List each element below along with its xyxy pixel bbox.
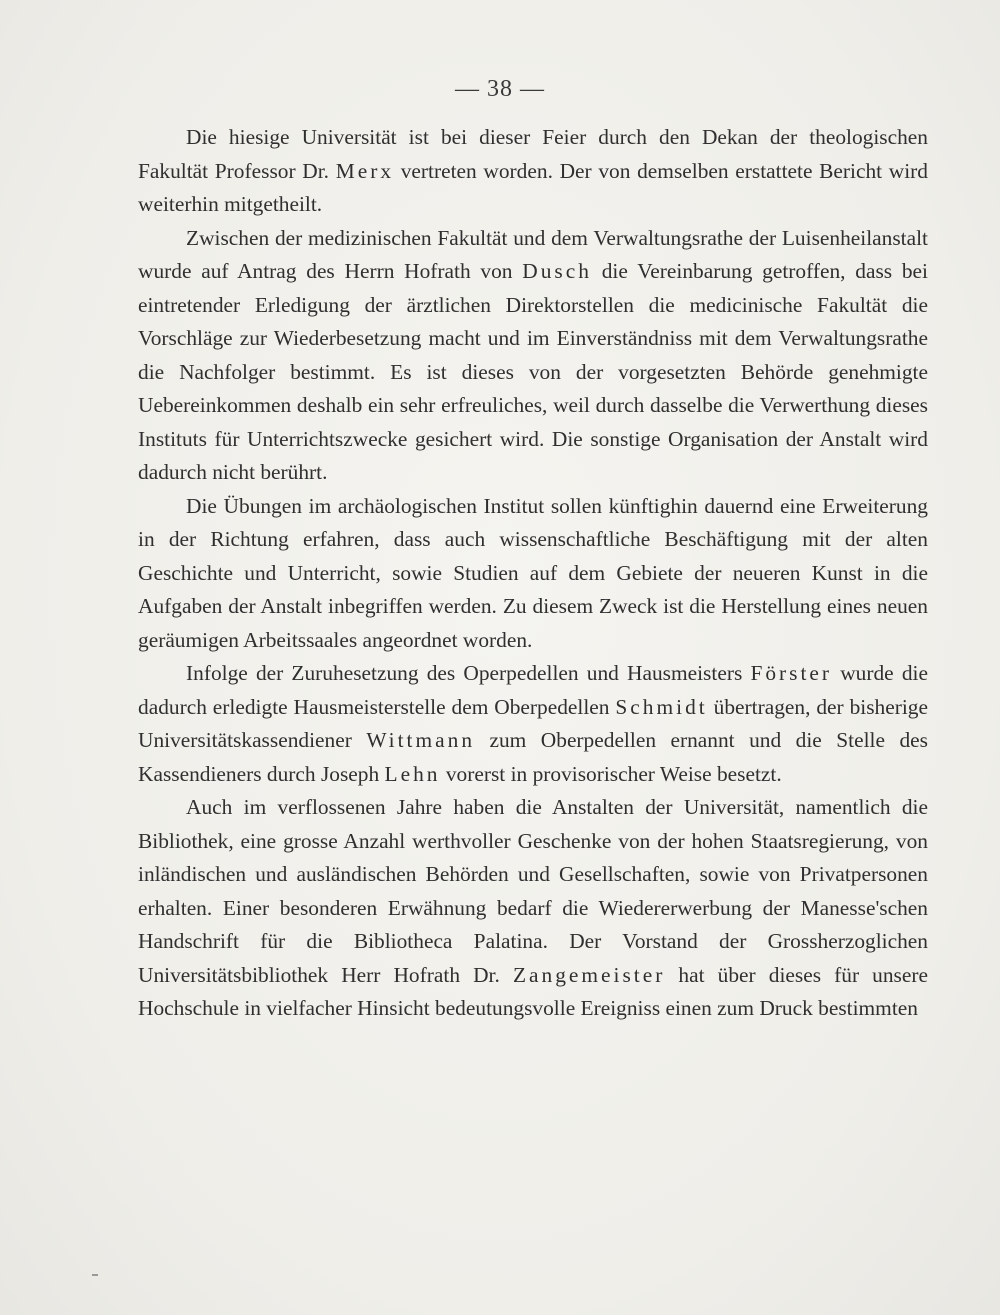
spaced-name: Wittmann [366,728,476,752]
text-run: vorerst in provisorischer Weise besetzt. [440,761,782,786]
spaced-name: Lehn [384,761,441,786]
spaced-name: Merx [335,158,395,183]
text-run: wurde die dadurch erledigte Hausmeisterstelle dem Oberpedellen [138,661,928,719]
paragraph-3 [138,490,928,658]
spaced-name: Zangemeister [512,962,666,987]
spaced-name: Schmidt [615,694,708,719]
spaced-name: Dusch [522,259,592,283]
text-run: Die Übungen im archäologischen Institut sollen künftighin dauernd eine Erweiterung in der Richtung erfahren, dass auch wissenschaftliche Beschäftigung mit der alten Geschichte und Unterricht, sowie Studien auf dem Gebiete der neueren Kunst in die Aufgaben der Anstalt inbegriffen werden. Zu diesem Zweck ist die Herstellung eines neuen geräumigen Arbeitssaales angeordnet worden. [138,493,928,652]
text-run: zum Oberpedellen ernannt und die Stelle des Kassendieners durch Joseph [138,728,928,786]
text-run: Auch im verflossenen Jahre haben die Anstalten der Universität, namentlich die Bibliothek, eine grosse Anzahl werthvoller Geschenke von der hohen Staatsregierung, von inländischen und ausländischen Behörden und Gesellschaften, sowie von Privatpersonen erhalten. Einer besonderen Erwähnung bedarf die Wiedererwerbung der Manesse'schen Handschrift für die Bibliotheca Palatina. Der Vorstand der Grossherzoglichen Universitätsbibliothek Herr Hofrath Dr. [138,795,928,987]
text-run: Infolge der Zuruhesetzung des Operpedellen und Hausmeisters [186,661,751,685]
text-run: die Vereinbarung getroffen, dass bei eintretender Erledigung der ärztlichen Direktorstellen die medicinische Fakultät die Vorschläge zur Wiederbesetzung macht und im Einverständniss mit dem Verwaltungsrathe die Nachfolger bestimmt. Es ist dieses von der vorgesetzten Behörde genehmigte Uebereinkommen deshalb ein sehr erfreuliches, weil durch dasselbe die Verwerthung dieses Instituts für Unterrichtszwecke gesichert wird. Die sonstige Organisation der Anstalt wird dadurch nicht berührt. [138,259,928,484]
text-run: übertragen, der bisherige Universitätskassendiener [138,694,928,752]
page-number: — 38 — [455,76,545,102]
text-run: Zwischen der medizinischen Fakultät und dem Verwaltungsrathe der Luisenheilanstalt wurde auf Antrag des Herrn Hofrath von [138,225,928,283]
text-run: hat über dieses für unsere Hochschule in vielfacher Hinsicht bedeutungsvolle Ereigniss einen zum Druck bestimmten [138,962,928,1020]
text-run: Die hiesige Universität ist bei dieser Feier durch den Dekan der theologischen Fakultät Professor Dr. [138,125,928,183]
paragraph-1 [138,121,928,222]
text-run: vertreten worden. Der von demselben erstattete Bericht wird weiterhin mitgetheilt. [138,158,929,216]
body-text [138,121,928,1026]
margin-mark [92,1274,98,1276]
paragraph-2 [138,222,928,490]
paragraph-4 [138,657,928,791]
spaced-name: Förster [750,661,833,685]
paragraph-5 [138,791,928,1026]
